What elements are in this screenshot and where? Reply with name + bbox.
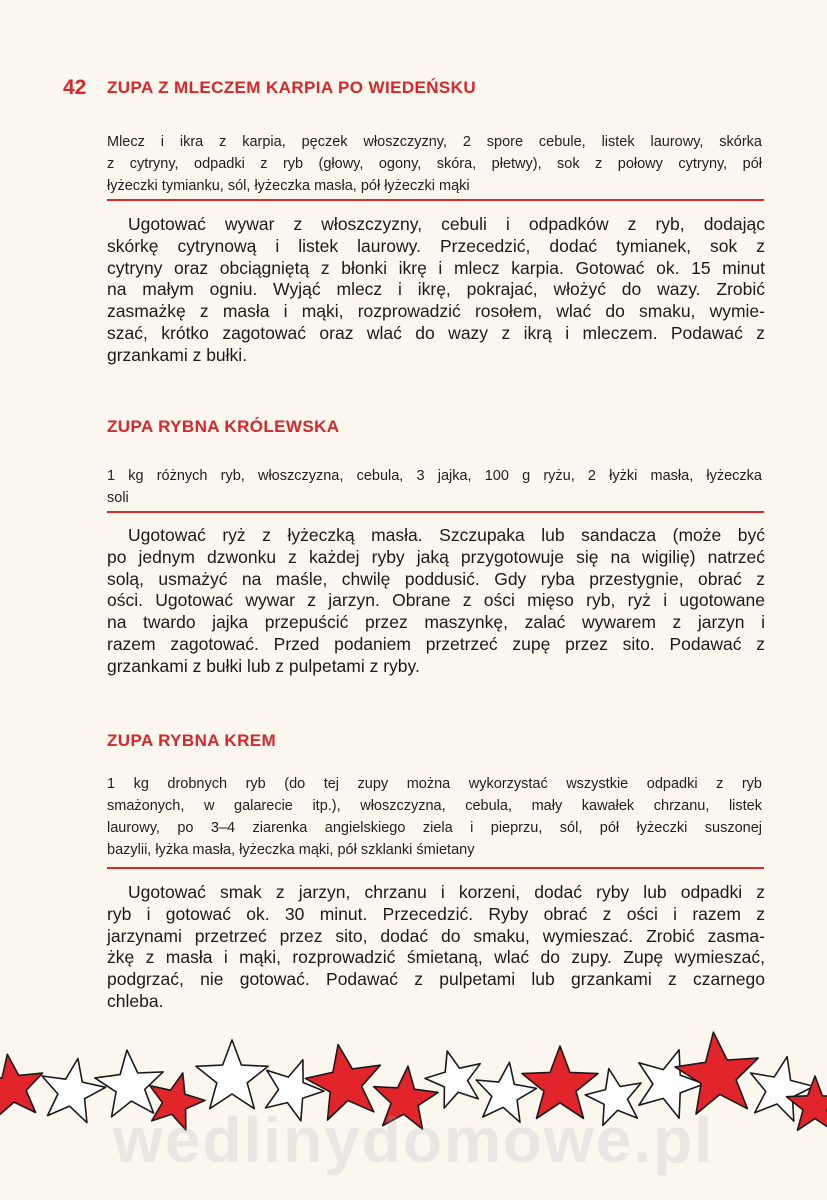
ingredients-line: Mlecz i ikra z karpia, pęczek włoszczyzny, 2 spore cebule, listek laurowy, skórka [107, 134, 762, 150]
method-line: Ugotować ryż z łyżeczką masła. Szczupaka lub sandacza (może być [128, 525, 765, 545]
ingredients-line: bazylii, łyżka masła, łyżeczka mąki, pół szklanki śmietany [107, 842, 475, 858]
method-line: grzankami z bułki. [107, 344, 248, 365]
method-line: cytryny oraz obciągniętą z błonki ikrę i mlecz karpia. Gotować ok. 15 minut [107, 257, 765, 278]
divider-rule [107, 199, 764, 201]
method-line: na małym ogniu. Wyjąć mlecz i ikrę, pokrajać, włożyć do wazy. Zrobić [107, 279, 765, 300]
method-line: solą, usmażyć na maśle, chwilę poddusić. Gdy ryba przestygnie, obrać z [107, 568, 765, 589]
method-line: po jednym dzwonku z każdej ryby jaką przygotowuje się na wigilię) natrzeć [107, 546, 765, 567]
ingredients-line: soli [107, 490, 129, 506]
divider-rule [107, 867, 764, 869]
recipe-title-karp: ZUPA Z MLECZEM KARPIA PO WIEDEŃSKU [107, 78, 477, 97]
method-line: Ugotować wywar z włoszczyzny, cebuli i odpadków z ryb, dodając [128, 214, 765, 234]
ingredients-line: 1 kg różnych ryb, włoszczyzna, cebula, 3 jajka, 100 g ryżu, 2 łyżki masła, łyżeczka [107, 468, 762, 484]
method-line: ryb i gotować ok. 30 minut. Przecedzić. Ryby obrać z ości i razem z [107, 903, 765, 924]
method-line: szać, krótko zagotować oraz wlać do wazy z ikrą i mleczem. Podawać z [107, 322, 765, 343]
method-line: chleba. [107, 990, 164, 1011]
page-number: 42 [63, 76, 87, 99]
ingredients-krolewska [107, 465, 762, 509]
method-karp [107, 214, 765, 367]
method-line: grzankami z bułki lub z pulpetami z ryby. [107, 655, 420, 676]
recipe-title-krem: ZUPA RYBNA KREM [107, 731, 277, 750]
method-line: żkę z masła i mąki, rozprowadzić śmietaną, wlać do zupy. Zupę wymieszać, [107, 947, 765, 968]
white-star-icon [425, 1051, 480, 1108]
watermark: wedlinydomowe.pl [113, 1104, 714, 1176]
method-line: Ugotować smak z jarzyn, chrzanu i korzeni, dodać ryby lub odpadki z [128, 882, 765, 902]
ingredients-line: smażonych, w galarecie itp.), włoszczyzna, cebula, mały kawałek chrzanu, listek [107, 798, 762, 814]
ingredients-line: laurowy, po 3–4 ziarenka angielskiego ziela i pieprzu, sól, pół łyżeczki suszonej [107, 820, 762, 836]
method-line: ości. Ugotować wywar z jarzyn. Obrane z ości mięso ryb, ryż i ugotowane [107, 590, 765, 611]
method-line: razem zagotować. Przed podaniem przetrzeć zupę przez sito. Podawać z [107, 633, 765, 654]
divider-rule [107, 511, 764, 513]
ingredients-line: 1 kg drobnych ryb (do tej zupy można wykorzystać wszystkie odpadki z ryb [107, 776, 762, 792]
method-line: skórkę cytrynową i listek laurowy. Przecedzić, dodać tymianek, sok z [107, 235, 765, 256]
recipe-title-krolewska: ZUPA RYBNA KRÓLEWSKA [107, 417, 340, 436]
method-krem [107, 882, 765, 1013]
ingredients-karp [107, 131, 762, 197]
red-star-icon [675, 1032, 758, 1114]
method-line: na twardo jajka przepuścić przez maszynkę, zalać wywarem z jarzyn i [107, 612, 765, 633]
ingredients-line: z cytryny, odpadki z ryb (głowy, ogony, skóra, płetwy), sok z połowy cytryny, pół [107, 156, 762, 172]
method-krolewska [107, 525, 765, 678]
method-line: jarzynami przetrzeć przez sito, dodać do smaku, wymieszać. Zrobić zasma- [107, 925, 765, 946]
white-star-icon [196, 1040, 268, 1109]
ingredients-line: łyżeczki tymianku, sól, łyżeczka masła, pół łyżeczki mąki [107, 178, 470, 194]
method-line: podgrzać, nie gotować. Podawać z pulpetami lub grzankami z czarnego [107, 969, 765, 990]
ingredients-krem [107, 773, 762, 861]
method-line: zasmażkę z masła i mąki, rozprowadzić rosołem, wlać do smaku, wymie- [107, 301, 765, 322]
